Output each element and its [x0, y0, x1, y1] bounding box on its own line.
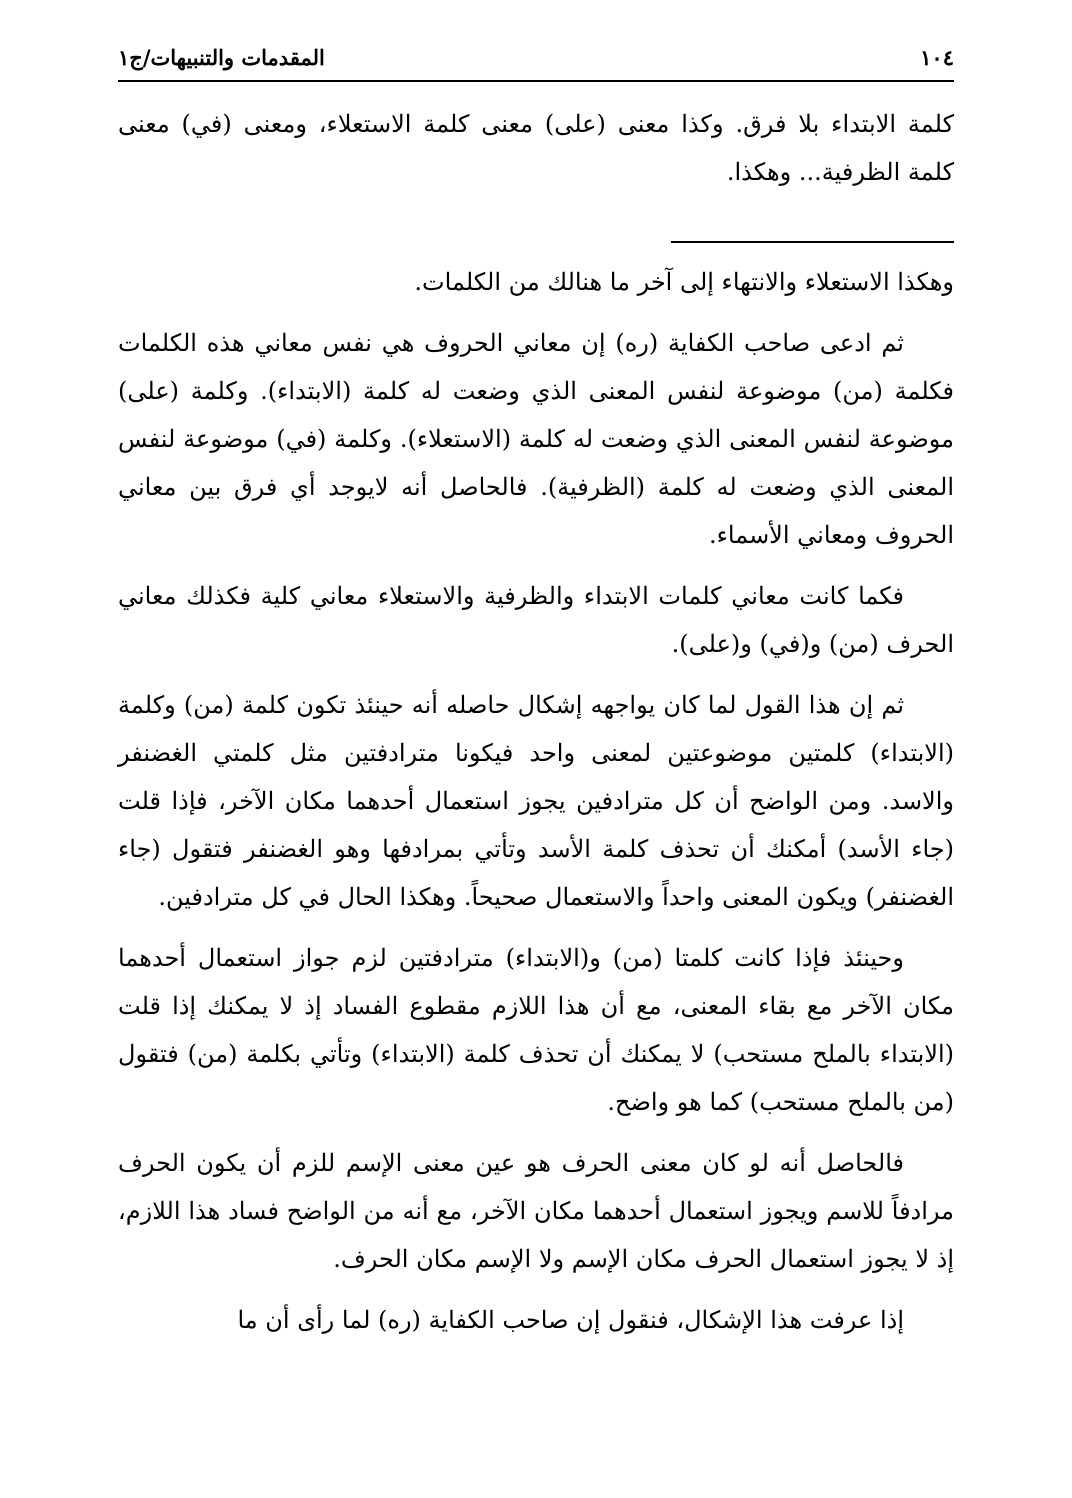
- paragraph: ثم ادعى صاحب الكفاية (ره) إن معاني الحروف هي نفس معاني هذه الكلمات فكلمة (من) موضوعة لنفس المعنى الذي وضعت له كلمة (الابتداء). وكلمة (على) موضوعة لنفس المعنى الذي وضعت له كلمة (الاستعلاء). وكلمة (في) موضوعة لنفس المعنى الذي وضعت له كلمة (الظرفية). فالحاصل أنه لايوجد أي فرق بين معاني الحروف ومعاني الأسماء.: [118, 329, 954, 549]
- paragraph: وحينئذ فإذا كانت كلمتا (من) و(الابتداء) مترادفتين لزم جواز استعمال أحدهما مكان الآخر مع بقاء المعنى، مع أن هذا اللازم مقطوع الفساد إذ لا يمكنك إذا قلت (الابتداء بالملح مستحب) لا يمكنك أن تحذف كلمة (الابتداء) وتأتي بكلمة (من) فتقول (من بالملح مستحب) كما هو واضح.: [118, 944, 954, 1116]
- footnote-divider: [671, 241, 954, 243]
- paragraph: فكما كانت معاني كلمات الابتداء والظرفية والاستعلاء معاني كلية فكذلك معاني الحرف (من) و(في) و(على).: [118, 582, 954, 658]
- running-title: المقدمات والتنبيهات/ج١: [118, 44, 325, 70]
- paragraph: إذا عرفت هذا الإشكال، فنقول إن صاحب الكفاية (ره) لما رأى أن ما: [237, 1306, 904, 1334]
- top-text-block: [118, 100, 954, 196]
- main-text-block: [118, 258, 954, 1357]
- page-header: [118, 38, 954, 82]
- paragraph: وهكذا الاستعلاء والانتهاء إلى آخر ما هنالك من الكلمات.: [414, 268, 954, 296]
- paragraph: ثم إن هذا القول لما كان يواجهه إشكال حاصله أنه حينئذ تكون كلمة (من) وكلمة (الابتداء) كلمتين موضوعتين لمعنى واحد فيكونا مترادفتين مثل كلمتي الغضنفر والاسد. ومن الواضح أن كل مترادفين يجوز استعمال أحدهما مكان الآخر، فإذا قلت (جاء الأسد) أمكنك أن تحذف كلمة الأسد وتأتي بمرادفها وهو الغضنفر فتقول (جاء الغضنفر) ويكون المعنى واحداً والاستعمال صحيحاً. وهكذا الحال في كل مترادفين.: [118, 691, 954, 911]
- page-number: ١٠٤: [920, 44, 954, 70]
- paragraph: فالحاصل أنه لو كان معنى الحرف هو عين معنى الإسم للزم أن يكون الحرف مرادفاً للاسم ويجوز استعمال أحدهما مكان الآخر، مع أنه من الواضح فساد هذا اللازم، إذ لا يجوز استعمال الحرف مكان الإسم ولا الإسم مكان الحرف.: [118, 1149, 954, 1273]
- paragraph: كلمة الابتداء بلا فرق. وكذا معنى (على) معنى كلمة الاستعلاء، ومعنى (في) معنى كلمة الظرفية... وهكذا.: [118, 110, 954, 186]
